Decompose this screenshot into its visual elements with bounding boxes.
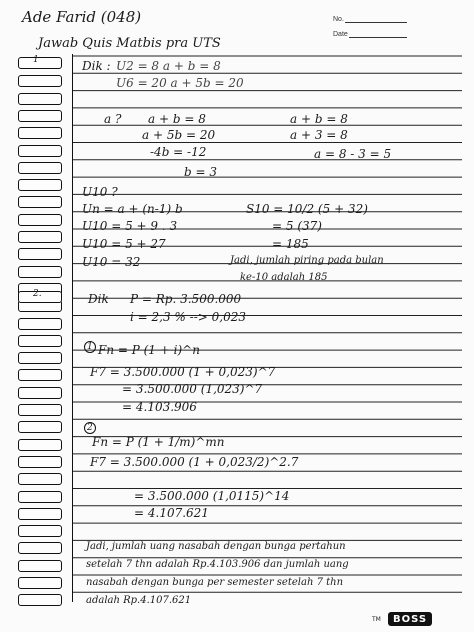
q1-dik-label: Dik :: [82, 59, 111, 73]
q1-conclusion2: ke-10 adalah 185: [240, 272, 328, 283]
q1-dik-line1: U2 = 8 a + b = 8: [116, 59, 221, 73]
q1-elim3: -4b = -12: [150, 145, 207, 159]
q2-f7b-line3: = 4.107.621: [134, 506, 209, 520]
q1-u10-line1: U10 = 5 + 9 . 3: [82, 219, 178, 233]
margin-box: [18, 542, 62, 554]
q2-fn1: Fn = P (1 + i)^n: [98, 343, 200, 357]
page-title: Jawab Quis Matbis pra UTS: [38, 36, 221, 51]
q2-p-line: P = Rp. 3.500.000: [130, 292, 242, 306]
margin-box: [18, 179, 62, 191]
margin-box: [18, 214, 62, 226]
q1-sub3: a = 8 - 3 = 5: [314, 147, 392, 161]
q1-a-label: a ?: [104, 112, 122, 126]
q1-s10-line2: = 5 (37): [272, 219, 322, 233]
no-label: No.: [333, 16, 344, 23]
q1-conclusion1: Jadi, jumlah piring pada bulan: [230, 255, 384, 266]
q1-elim4: b = 3: [184, 165, 217, 179]
margin-box: [18, 404, 62, 416]
margin-box: [18, 594, 62, 606]
q1-u10-line3: U10 = 32: [82, 255, 141, 269]
q1-dik-line2: U6 = 20 a + 5b = 20: [116, 76, 244, 90]
q2-final2: setelah 7 thn adalah Rp.4.103.906 dan jumlah uang: [86, 559, 349, 570]
margin-box: [18, 352, 62, 364]
student-name: Ade Farid (048): [22, 8, 142, 26]
q2-part2-number: 2: [84, 420, 96, 433]
q1-un-formula: Un = a + (n-1) b: [82, 202, 183, 216]
margin-box: [18, 145, 62, 157]
q2-f7b-line1: F7 = 3.500.000 (1 + 0,023/2)^2.7: [90, 455, 299, 469]
margin-box: [18, 439, 62, 451]
margin-box: [18, 508, 62, 520]
margin-box: [18, 196, 62, 208]
margin-box: [18, 577, 62, 589]
q2-final3: nasabah dengan bunga per semester setelah 7 thn: [86, 577, 344, 588]
q1-u10-line2: U10 = 5 + 27: [82, 237, 166, 251]
q2-dik-label: Dik: [88, 292, 109, 306]
margin-box: [18, 127, 62, 139]
question-2-box: 2.: [18, 291, 62, 303]
q1-elim2: a + 5b = 20: [142, 128, 216, 142]
margin-box: [18, 335, 62, 347]
margin-box: [18, 248, 62, 260]
margin-box: [18, 369, 62, 381]
q2-f7-line1: F7 = 3.500.000 (1 + 0,023)^7: [90, 365, 276, 379]
q1-s10-line3: = 185: [272, 237, 309, 251]
question-1-box: 1: [18, 57, 62, 69]
margin-box: [18, 318, 62, 330]
margin-line: [72, 54, 73, 602]
q2-f7-line3: = 4.103.906: [122, 400, 197, 414]
q2-final4: adalah Rp.4.107.621: [86, 595, 192, 606]
q2-part1-number: 1: [84, 339, 96, 352]
q1-sub1: a + b = 8: [290, 112, 348, 126]
q2-i-line: i = 2,3 % --> 0,023: [130, 310, 246, 324]
margin-box: [18, 266, 62, 278]
margin-box: [18, 560, 62, 572]
q2-f7-line2: = 3.500.000 (1,023)^7: [122, 382, 263, 396]
q1-u10-label: U10 ?: [82, 185, 118, 199]
date-label: Date: [333, 31, 348, 38]
brand-logo: BOSS: [388, 612, 432, 626]
margin-box: [18, 473, 62, 485]
q1-s10-line1: S10 = 10/2 (5 + 32): [246, 202, 368, 216]
margin-box: [18, 110, 62, 122]
margin-box: [18, 387, 62, 399]
q2-final1: Jadi, jumlah uang nasabah dengan bunga pertahun: [86, 541, 346, 552]
margin-box: [18, 525, 62, 537]
margin-box: [18, 162, 62, 174]
q2-f7b-line2: = 3.500.000 (1,0115)^14: [134, 489, 290, 503]
margin-box: [18, 421, 62, 433]
brand-trademark: TM: [372, 616, 381, 623]
margin-box: [18, 456, 62, 468]
margin-box: [18, 491, 62, 503]
margin-box: [18, 231, 62, 243]
q2-fn2: Fn = P (1 + 1/m)^mn: [92, 435, 225, 449]
margin-box: [18, 75, 62, 87]
q1-elim1: a + b = 8: [148, 112, 206, 126]
margin-box: [18, 93, 62, 105]
q1-sub2: a + 3 = 8: [290, 128, 348, 142]
